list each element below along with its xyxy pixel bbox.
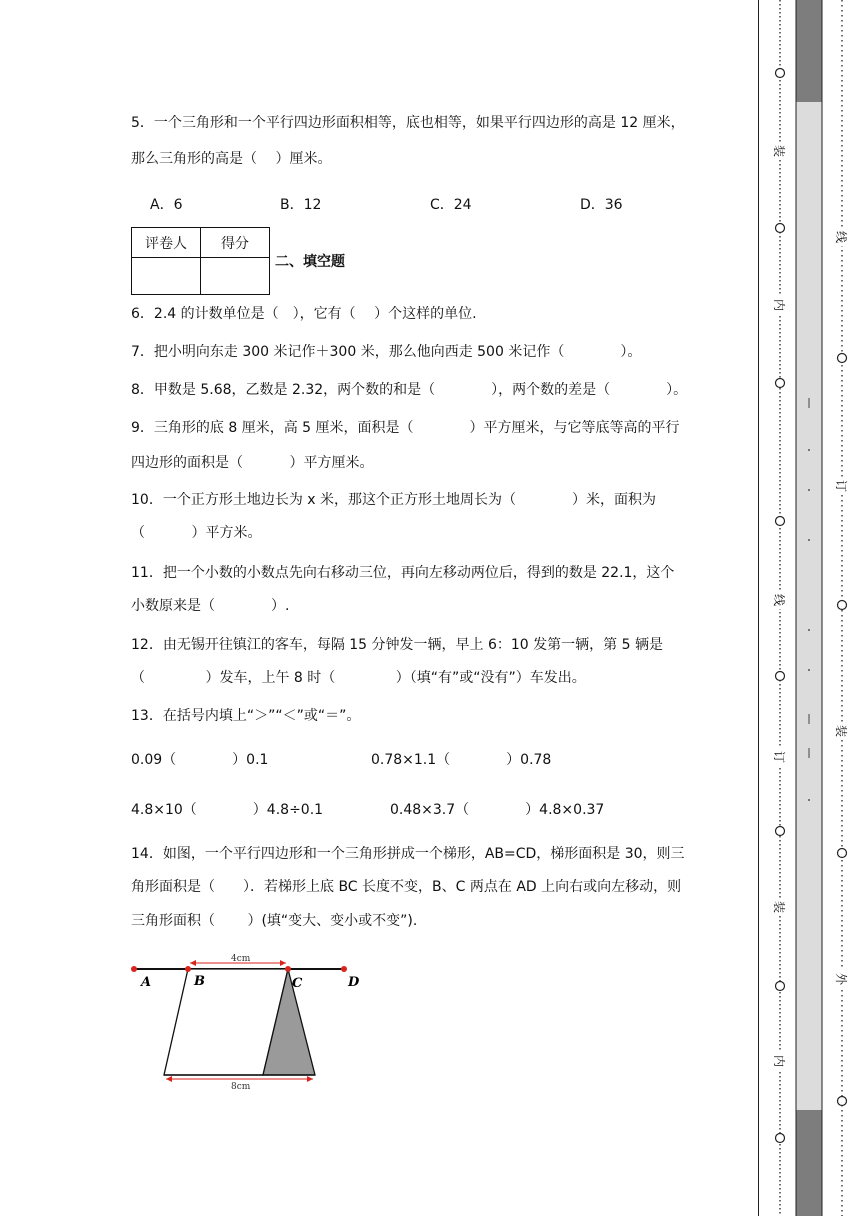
binding-inner-char-2: 内 (772, 298, 786, 312)
binding-outer-char-2: 订 (834, 479, 848, 493)
q13-line1: 13．在括号内填上“＞”“＜”或“＝”。 (131, 708, 361, 724)
q13-item-1: 0.09（ ）0.1 (131, 752, 269, 768)
label-b: B (194, 974, 205, 989)
q8: 8．甲数是 5.68，乙数是 2.32，两个数的和是（ ），两个数的差是（ ）。 (131, 382, 688, 398)
point-c-dot (285, 966, 291, 972)
point-d-dot (341, 966, 347, 972)
label-a: A (141, 975, 152, 990)
q11-line1: 11．把一个小数的小数点先向右移动三位，再向左移动两位后，得到的数是 22.1，这个 (131, 565, 675, 581)
binding-outer-char-4: 外 (834, 972, 848, 986)
q14-line3: 三角形面积（ ）(填“变大、变小或不变”). (131, 913, 418, 929)
binding-inner-char-3: 线 (772, 593, 786, 607)
binding-outer-char-1: 线 (834, 230, 848, 244)
q9-line1: 9．三角形的底 8 厘米，高 5 厘米，面积是（ ）平方厘米，与它等底等高的平行 (131, 420, 680, 436)
q9-line2: 四边形的面积是（ ）平方厘米。 (131, 455, 374, 471)
q11-line2: 小数原来是（ ）. (131, 598, 290, 614)
top-arrow-left (190, 960, 196, 966)
score-table-score-header: 得分 (201, 228, 270, 258)
section-title: 二、填空题 (275, 254, 345, 270)
q5-line2: 那么三角形的高是（ ）厘米。 (131, 151, 332, 167)
binding-outer-char-3: 装 (834, 724, 848, 738)
top-arrow-right (280, 960, 286, 966)
q13-item-2: 0.78×1.1（ ）0.78 (371, 752, 552, 768)
q5-option-b: B．12 (280, 197, 322, 213)
top-length-label: 4cm (231, 954, 251, 964)
point-b-dot (185, 966, 191, 972)
q14-line2: 角形面积是（ ）．若梯形上底 BC 长度不变，B、C 两点在 AD 上向右或向左移动，则 (131, 879, 682, 895)
q13-item-3: 4.8×10（ ）4.8÷0.1 (131, 802, 324, 818)
q7: 7．把小明向东走 300 米记作＋300 米，那么他向西走 500 米记作（ ）。 (131, 344, 642, 360)
score-table (131, 227, 270, 295)
q5-option-a: A．6 (150, 197, 183, 213)
strip-dark-bottom (796, 1110, 822, 1216)
bottom-arrow-right (307, 1076, 313, 1082)
q5-option-d: D．36 (580, 197, 623, 213)
binding-margin (758, 0, 860, 1216)
q5-option-c: C．24 (430, 197, 472, 213)
binding-inner-char-4: 订 (772, 750, 786, 764)
label-d: D (348, 975, 360, 990)
trapezoid-figure (128, 950, 368, 1095)
point-a-dot (131, 966, 137, 972)
score-table-score-cell (201, 258, 270, 295)
q6: 6．2.4 的计数单位是（ ），它有（ ）个这样的单位. (131, 306, 477, 322)
binding-inner-char-5: 装 (772, 900, 786, 914)
q10-line2: （ ）平方米。 (131, 525, 262, 541)
score-table-grader-header: 评卷人 (132, 228, 201, 258)
bottom-arrow-left (166, 1076, 172, 1082)
q13-item-4: 0.48×3.7（ ）4.8×0.37 (390, 802, 605, 818)
binding-inner-char-1: 装 (772, 144, 786, 158)
q10-line1: 10．一个正方形土地边长为 x 米，那这个正方形土地周长为（ ）米，面积为 (131, 492, 656, 508)
q12-line2: （ ）发车，上午 8 时（ ）（填“有”或“没有”）车发出。 (131, 670, 586, 686)
strip-dark-top (796, 0, 822, 102)
q14-line1: 14．如图，一个平行四边形和一个三角形拼成一个梯形，AB=CD，梯形面积是 30，则三 (131, 846, 685, 862)
strip-light (796, 102, 822, 1110)
label-c: C (292, 976, 303, 991)
bottom-length-label: 8cm (231, 1082, 251, 1092)
binding-inner-char-6: 内 (772, 1054, 786, 1068)
q12-line1: 12．由无锡开往镇江的客车，每隔 15 分钟发一辆，早上 6：10 发第一辆，第 5 辆是 (131, 637, 663, 653)
q5-line1: 5．一个三角形和一个平行四边形面积相等，底也相等，如果平行四边形的高是 12 厘米， (131, 115, 685, 131)
score-table-grader-cell (132, 258, 201, 295)
